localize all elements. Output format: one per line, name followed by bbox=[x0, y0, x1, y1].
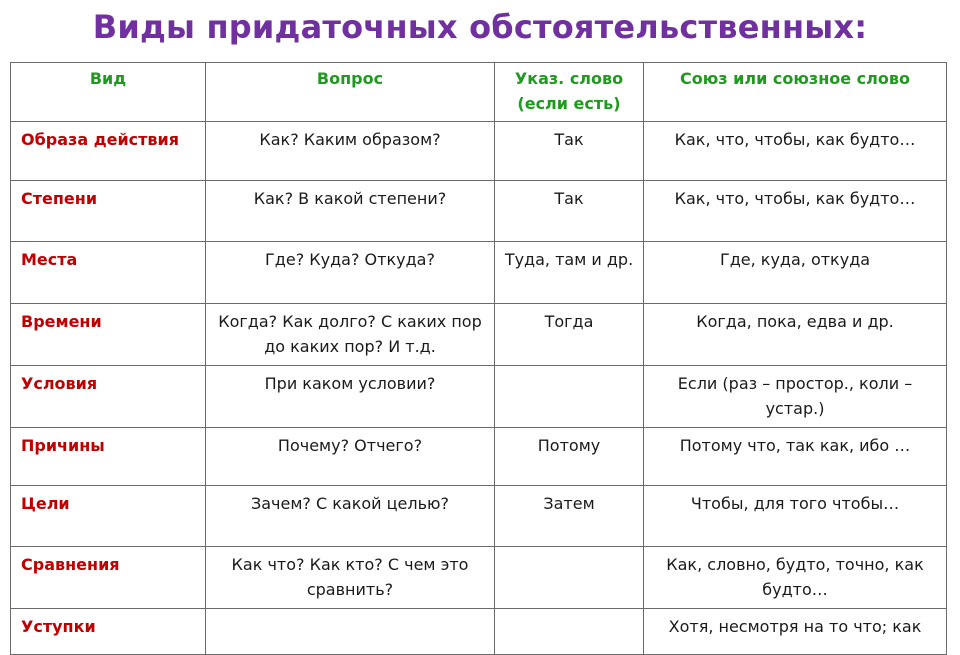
cell-conjunction: Хотя, несмотря на то что; как bbox=[644, 609, 947, 655]
cell-conjunction: Чтобы, для того чтобы… bbox=[644, 486, 947, 547]
cell-question: Зачем? С какой целью? bbox=[206, 486, 495, 547]
cell-pointer-word: Тогда bbox=[495, 304, 644, 366]
cell-pointer-word: Затем bbox=[495, 486, 644, 547]
cell-kind: Условия bbox=[11, 366, 206, 428]
cell-conjunction: Как, что, чтобы, как будто… bbox=[644, 181, 947, 242]
cell-kind: Сравнения bbox=[11, 547, 206, 609]
cell-kind: Места bbox=[11, 242, 206, 304]
cell-kind: Причины bbox=[11, 428, 206, 486]
cell-kind: Времени bbox=[11, 304, 206, 366]
header-pointer-word: Указ. слово (если есть) bbox=[495, 63, 644, 122]
cell-question: При каком условии? bbox=[206, 366, 495, 428]
cell-question: Как? В какой степени? bbox=[206, 181, 495, 242]
table-row bbox=[11, 486, 947, 547]
header-question: Вопрос bbox=[206, 63, 495, 122]
cell-kind: Цели bbox=[11, 486, 206, 547]
cell-question: Как? Каким образом? bbox=[206, 122, 495, 181]
cell-question: Как что? Как кто? С чем это сравнить? bbox=[206, 547, 495, 609]
table-row bbox=[11, 181, 947, 242]
table-row bbox=[11, 428, 947, 486]
table-row bbox=[11, 304, 947, 366]
cell-pointer-word: Так bbox=[495, 122, 644, 181]
cell-question: Когда? Как долго? С каких пор до каких пор? И т.д. bbox=[206, 304, 495, 366]
page-title: Виды придаточных обстоятельственных: bbox=[92, 8, 868, 46]
cell-kind: Образа действия bbox=[11, 122, 206, 181]
cell-kind: Степени bbox=[11, 181, 206, 242]
cell-pointer-word bbox=[495, 609, 644, 655]
cell-pointer-word: Потому bbox=[495, 428, 644, 486]
cell-conjunction: Где, куда, откуда bbox=[644, 242, 947, 304]
table-header-row bbox=[11, 63, 947, 122]
table-row bbox=[11, 547, 947, 609]
cell-pointer-word bbox=[495, 366, 644, 428]
header-kind: Вид bbox=[11, 63, 206, 122]
cell-conjunction: Потому что, так как, ибо … bbox=[644, 428, 947, 486]
cell-question: Почему? Отчего? bbox=[206, 428, 495, 486]
header-conjunction: Союз или союзное слово bbox=[644, 63, 947, 122]
cell-conjunction: Когда, пока, едва и др. bbox=[644, 304, 947, 366]
cell-conjunction: Если (раз – простор., коли – устар.) bbox=[644, 366, 947, 428]
cell-question bbox=[206, 609, 495, 655]
cell-question: Где? Куда? Откуда? bbox=[206, 242, 495, 304]
cell-conjunction: Как, словно, будто, точно, как будто… bbox=[644, 547, 947, 609]
cell-conjunction: Как, что, чтобы, как будто… bbox=[644, 122, 947, 181]
table-row bbox=[11, 122, 947, 181]
clauses-table bbox=[10, 62, 947, 655]
cell-pointer-word: Так bbox=[495, 181, 644, 242]
cell-kind: Уступки bbox=[11, 609, 206, 655]
table-row bbox=[11, 366, 947, 428]
cell-pointer-word: Туда, там и др. bbox=[495, 242, 644, 304]
table-row bbox=[11, 609, 947, 655]
cell-pointer-word bbox=[495, 547, 644, 609]
table-row bbox=[11, 242, 947, 304]
